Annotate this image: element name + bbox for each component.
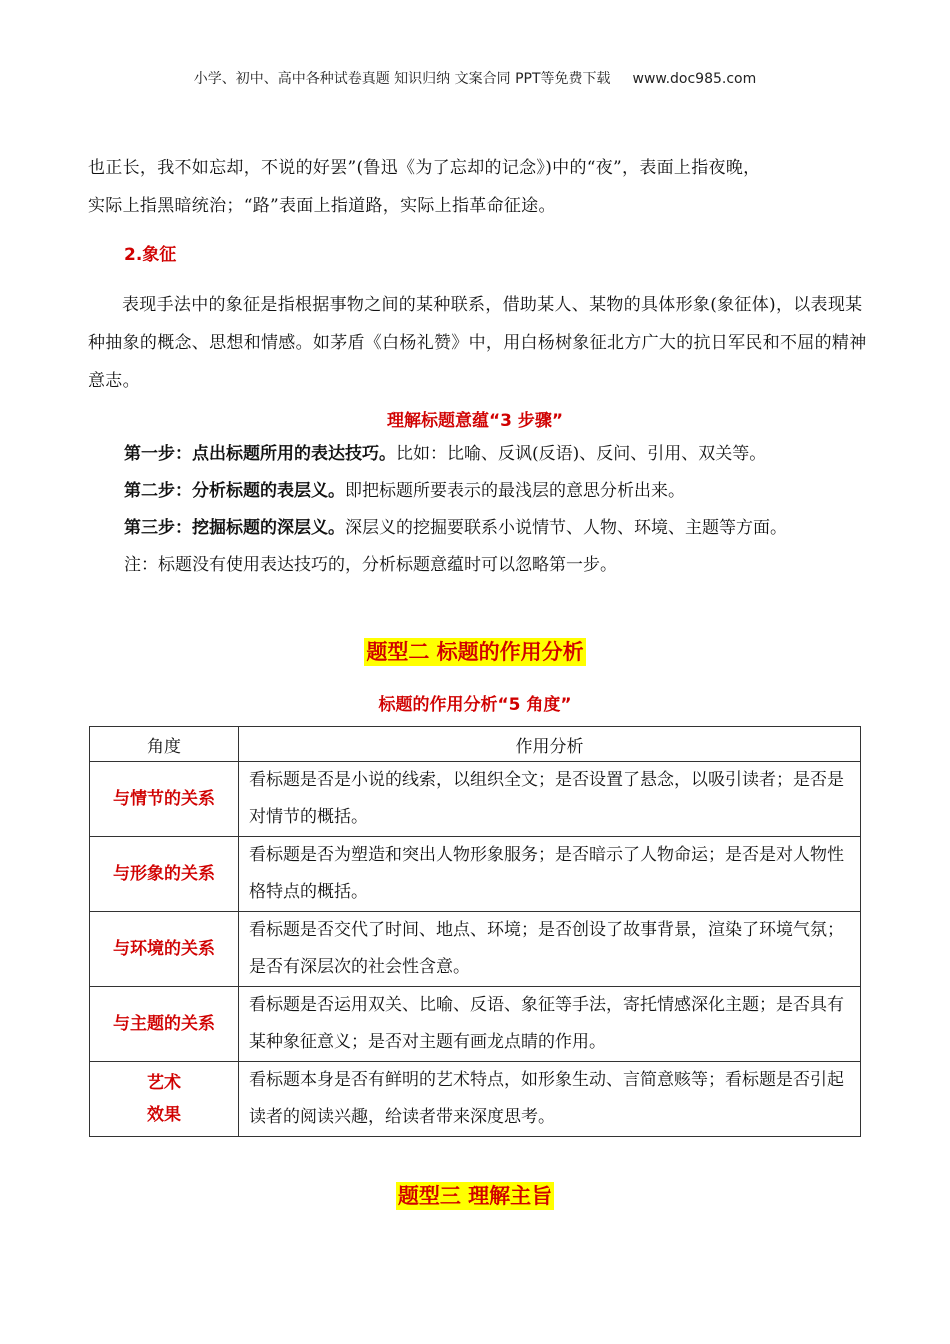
page-header xyxy=(0,68,950,88)
intro-line-2: 实际上指黑暗统治；“路”表面上指道路，实际上指革命征途。 xyxy=(88,196,556,216)
row-label-theme: 与主题的关系 xyxy=(90,987,239,1062)
step-1 xyxy=(124,436,884,473)
intro-paragraph xyxy=(88,149,878,225)
row-label-plot: 与情节的关系 xyxy=(90,762,239,837)
table-row xyxy=(90,1062,861,1137)
step-3 xyxy=(124,510,884,547)
header-text: 小学、初中、高中各种试卷真题 知识归纳 文案合同 PPT等免费下载 xyxy=(193,71,611,87)
type-3-title: 题型三 理解主旨 xyxy=(397,1184,553,1208)
step-2 xyxy=(124,473,884,510)
table-header-analysis: 作用分析 xyxy=(239,727,861,762)
table-header-row xyxy=(90,727,861,762)
step-2-text: 即把标题所要表示的最浅层的意思分析出来。 xyxy=(345,481,685,501)
section-2-body: 表现手法中的象征是指根据事物之间的某种联系，借助某人、某物的具体形象(象征体)，以表现某种抽象的概念、思想和情感。如茅盾《白杨礼赞》中，用白杨树象征北方广大的抗日军民和不屈的精神意志。 xyxy=(88,295,867,391)
type-2-title: 题型二 标题的作用分析 xyxy=(366,640,584,664)
steps-list xyxy=(124,436,884,584)
step-3-label: 第三步：挖掘标题的深层义。 xyxy=(124,518,345,538)
table-row xyxy=(90,837,861,912)
row-text-image: 看标题是否为塑造和突出人物形象服务；是否暗示了人物命运；是否是对人物性格特点的概括。 xyxy=(239,837,861,912)
row-label-art: 艺术 xyxy=(147,1073,181,1093)
row-label-environment: 与环境的关系 xyxy=(90,912,239,987)
table-row xyxy=(90,987,861,1062)
steps-note: 注：标题没有使用表达技巧的，分析标题意蕴时可以忽略第一步。 xyxy=(124,555,617,575)
steps-title: 理解标题意蕴“3 步骤” xyxy=(386,411,564,431)
step-1-label: 第一步：点出标题所用的表达技巧。 xyxy=(124,444,396,464)
step-1-text: 比如：比喻、反讽(反语)、反问、引用、双关等。 xyxy=(396,444,767,464)
row-label-image: 与形象的关系 xyxy=(90,837,239,912)
row-text-plot: 看标题是否是小说的线索，以组织全文；是否设置了悬念，以吸引读者；是否是对情节的概括。 xyxy=(239,762,861,837)
step-2-label: 第二步：分析标题的表层义。 xyxy=(124,481,345,501)
table-header-angle: 角度 xyxy=(90,727,239,762)
row-label-art-effect xyxy=(90,1062,239,1137)
table-row xyxy=(90,912,861,987)
header-url[interactable]: www.doc985.com xyxy=(632,71,757,87)
type-2-heading xyxy=(0,636,950,666)
step-3-text: 深层义的挖掘要联系小说情节、人物、环境、主题等方面。 xyxy=(345,518,787,538)
table-row xyxy=(90,762,861,837)
row-text-environment: 看标题是否交代了时间、地点、环境；是否创设了故事背景，渲染了环境气氛；是否有深层次的社会性含意。 xyxy=(239,912,861,987)
section-2-title: 2.象征 xyxy=(124,245,177,265)
type-3-heading xyxy=(0,1180,950,1210)
angles-table xyxy=(89,726,861,1137)
type-2-subtitle: 标题的作用分析“5 角度” xyxy=(378,695,572,715)
row-label-effect: 效果 xyxy=(147,1105,181,1125)
row-text-art-effect: 看标题本身是否有鲜明的艺术特点，如形象生动、言简意赅等；看标题是否引起读者的阅读兴趣，给读者带来深度思考。 xyxy=(239,1062,861,1137)
row-text-theme: 看标题是否运用双关、比喻、反语、象征等手法，寄托情感深化主题；是否具有某种象征意义；是否对主题有画龙点睛的作用。 xyxy=(239,987,861,1062)
intro-line-1: 也正长，我不如忘却，不说的好罢”(鲁迅《为了忘却的记念》)中的“夜”，表面上指夜晚， xyxy=(88,158,761,178)
